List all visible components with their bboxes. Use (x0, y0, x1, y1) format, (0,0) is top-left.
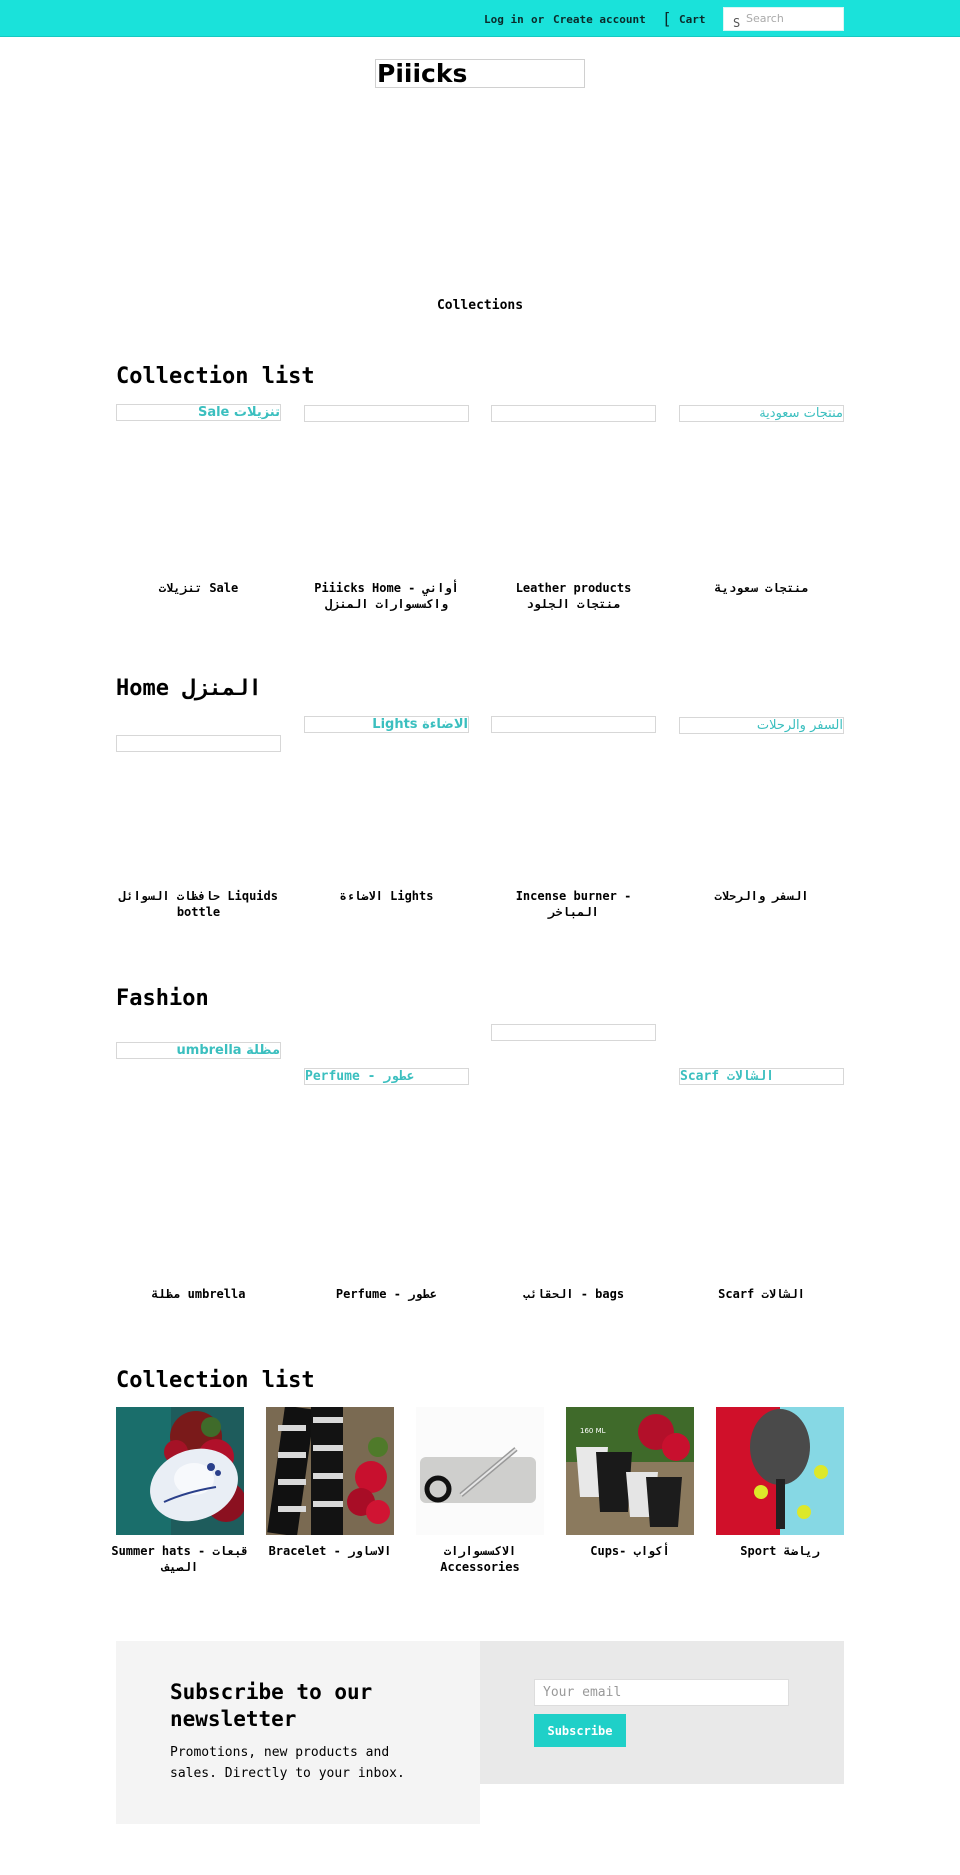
store-logo[interactable]: Piiicks (375, 59, 585, 88)
section-title-collection-list-2: Collection list (116, 1368, 315, 1393)
section-title-collection-list: Collection list (116, 364, 315, 389)
sport-image (716, 1407, 844, 1535)
login-link[interactable]: Log in (484, 13, 524, 26)
collection-image-travel[interactable]: السفر والرحلات (679, 717, 844, 734)
collection-image-incense[interactable] (491, 716, 656, 733)
subscribe-button[interactable]: Subscribe (534, 1714, 626, 1747)
collection-image-umbrella[interactable]: مظلة umbrella (116, 1042, 281, 1059)
collections-heading: Collections (436, 298, 524, 313)
collection-caption-bracelet[interactable]: Bracelet - الاساور (268, 1544, 392, 1558)
collection-caption-leather[interactable]: Leather products منتجات الجلود (515, 581, 632, 611)
collection-thumb-cups[interactable] (566, 1407, 694, 1535)
collection-caption-sale[interactable]: تنزيلات Sale (158, 581, 239, 595)
collection-caption-sport[interactable]: Sport رياضة (740, 1544, 820, 1558)
collection-caption-incense[interactable]: Incense burner - المباخر (515, 889, 632, 919)
email-field[interactable] (534, 1679, 789, 1706)
collection-image-home[interactable] (304, 405, 469, 422)
section-title-fashion: Fashion (116, 986, 209, 1011)
collection-caption-cups[interactable]: Cups- أكواب (590, 1544, 670, 1558)
collection-caption-scarf[interactable]: Scarf الشالات (718, 1287, 805, 1301)
collection-image-liquids[interactable] (116, 735, 281, 752)
or-text: or (531, 13, 545, 26)
collection-caption-accessories[interactable]: الاكسسوارات Accessories (440, 1544, 520, 1574)
newsletter-title: Subscribe to our newsletter (170, 1680, 373, 1731)
collection-thumb-accessories[interactable] (416, 1407, 544, 1535)
collection-thumb-summer-hats[interactable] (116, 1407, 244, 1535)
collection-image-bags[interactable] (491, 1024, 656, 1041)
newsletter-description: Promotions, new products and sales. Directly to your inbox. (170, 1745, 405, 1781)
cups-image (566, 1407, 694, 1535)
collection-image-saudi[interactable]: منتجات سعودية (679, 405, 844, 422)
top-bar (0, 0, 960, 37)
collection-caption-lights[interactable]: الاضاءة Lights (339, 889, 434, 903)
collection-image-lights[interactable]: الاضاءة Lights (304, 716, 469, 733)
newsletter-info-panel (116, 1641, 480, 1824)
collection-image-leather[interactable] (491, 405, 656, 422)
collection-caption-travel[interactable]: السفر والرحلات (714, 889, 809, 903)
collection-image-sale[interactable]: تنزيلات Sale (116, 404, 281, 421)
create-account-link[interactable]: Create account (553, 13, 646, 26)
accessories-image (416, 1407, 544, 1535)
cart-link[interactable]: Cart (679, 13, 706, 26)
collection-caption-saudi[interactable]: منتجات سعودية (714, 581, 809, 595)
search-box[interactable] (723, 7, 844, 31)
collection-caption-umbrella[interactable]: مظلة umbrella (151, 1287, 246, 1301)
cart-icon[interactable]: [ (662, 9, 672, 28)
collection-image-perfume[interactable]: Perfume - عطور (304, 1068, 469, 1085)
collection-thumb-sport[interactable] (716, 1407, 844, 1535)
collection-thumb-bracelet[interactable] (266, 1407, 394, 1535)
newsletter-form-panel (480, 1641, 844, 1784)
collection-caption-perfume[interactable]: Perfume - عطور (335, 1287, 438, 1301)
svg-text:160 ML: 160 ML (580, 1427, 606, 1435)
bracelet-image (266, 1407, 394, 1535)
search-icon[interactable]: S (733, 16, 741, 30)
search-input[interactable] (746, 10, 841, 26)
collection-caption-home[interactable]: Piiicks Home - أواني واكسسوارات المنزل (314, 581, 459, 611)
summer-hat-image (116, 1407, 244, 1535)
collection-caption-liquids[interactable]: حافظات السوائل Liquids bottle (119, 889, 278, 919)
collection-image-scarf[interactable]: Scarf الشالات (679, 1068, 844, 1085)
collection-caption-bags[interactable]: الحقائب - bags (522, 1287, 625, 1301)
section-title-home: Home المنزل (116, 676, 262, 701)
collection-caption-summer-hats[interactable]: Summer hats - قبعات الصيف (111, 1544, 249, 1574)
